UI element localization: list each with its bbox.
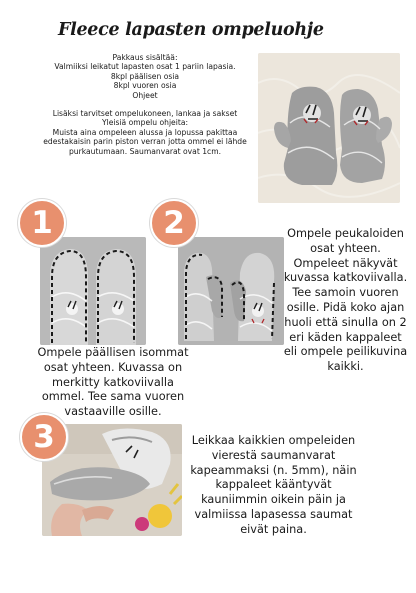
general-heading: Yleisiä ompelu ohjeita: <box>101 118 189 128</box>
step-1-illustration <box>40 237 146 345</box>
step-1-photo <box>40 237 146 345</box>
step-1-text: Ompele päällisen isommat osat yhteen. Kuvassa on merkitty katkoviivalla ommel. Tee sama vuoren vastaaville osille. <box>37 346 189 419</box>
general-line: Muista aina ompeleen alussa ja lopussa pakittaa <box>52 127 238 137</box>
step-2-illustration <box>178 237 284 345</box>
step-2-text: Ompele peukaloiden osat yhteen. Ompeleet näkyvät kuvassa katkoviivalla. Tee samoin vuoren osille. Pidä koko ajan huoli että sinulla on 2 eri käden kappaleet eli ompele peilikuvina kaikki. <box>283 227 408 374</box>
step-2-badge: 2 <box>150 199 198 247</box>
finished-mittens-illustration <box>258 53 400 203</box>
general-line: edestakaisin parin piston verran jotta ommel ei lähde <box>43 137 247 147</box>
spacer <box>20 100 270 109</box>
step-3-badge: 3 <box>20 413 68 461</box>
step-1-badge: 1 <box>18 199 66 247</box>
kit-line: Valmiiksi leikatut lapasten osat 1 pariin lapasia. <box>54 62 236 72</box>
kit-line: 8kpl päälisen osia <box>110 71 180 81</box>
kit-line: 8kpl vuoren osia <box>113 81 177 91</box>
step-3-text: Leikkaa kaikkien ompeleiden vierestä saumanvarat kapeammaksi (n. 5mm), näin kappaleet kääntyvät kauniimmin oikein päin ja valmiissa lapasessa saumat eivät paina. <box>190 434 357 536</box>
page-title: Fleece lapasten ompeluohje <box>58 20 324 40</box>
intro-text <box>20 53 270 156</box>
general-line: purkautumaan. Saumanvarat ovat 1cm. <box>68 146 222 156</box>
step-2-photo <box>178 237 284 345</box>
kit-line: Ohjeet <box>132 90 158 100</box>
kit-heading: Pakkaus sisältää: <box>112 53 178 62</box>
tools-line: Lisäksi tarvitset ompelukoneen, lankaa ja sakset <box>52 109 238 119</box>
finished-mittens-photo <box>258 53 400 203</box>
